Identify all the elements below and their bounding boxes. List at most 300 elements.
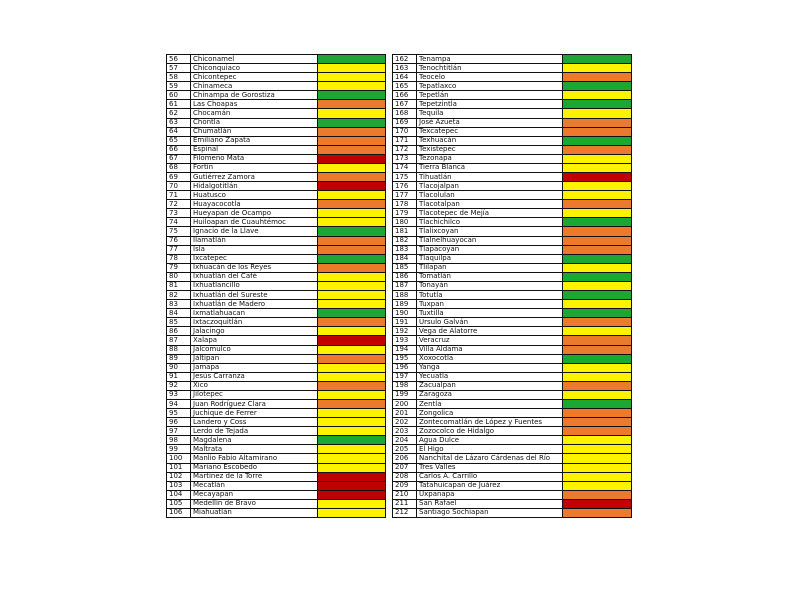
status-color-cell (318, 127, 386, 136)
table-row (167, 472, 386, 481)
status-color-cell (318, 109, 386, 118)
municipality-name: Chocamán (191, 109, 318, 118)
municipality-name: Landero y Coss (191, 418, 318, 427)
municipality-name: Zentla (417, 399, 563, 408)
status-color-cell (563, 209, 632, 218)
status-color-cell (318, 309, 386, 318)
municipality-number: 172 (393, 145, 417, 154)
table-row (167, 336, 386, 345)
municipality-name: Huatusco (191, 191, 318, 200)
table-row (393, 55, 632, 64)
table-row (393, 508, 632, 517)
status-color-cell (563, 499, 632, 508)
table-row (393, 109, 632, 118)
table-row (393, 191, 632, 200)
table-row (393, 427, 632, 436)
table-row (167, 173, 386, 182)
municipality-number: 103 (167, 481, 191, 490)
municipality-name: Tepetzintla (417, 100, 563, 109)
table-row (393, 227, 632, 236)
municipality-number: 163 (393, 64, 417, 73)
status-color-cell (563, 127, 632, 136)
municipality-name: Maltrata (191, 445, 318, 454)
municipality-name: Santiago Sochiapan (417, 508, 563, 517)
municipality-name: Tatahuicapan de Juárez (417, 481, 563, 490)
municipality-number: 206 (393, 454, 417, 463)
municipality-number: 104 (167, 490, 191, 499)
municipality-number: 69 (167, 173, 191, 182)
status-color-cell (563, 372, 632, 381)
table-row (393, 418, 632, 427)
status-color-cell (318, 318, 386, 327)
status-color-cell (318, 481, 386, 490)
municipality-number: 81 (167, 281, 191, 290)
municipality-number: 57 (167, 64, 191, 73)
municipality-name: Ixhuatlancillo (191, 281, 318, 290)
municipality-number: 202 (393, 418, 417, 427)
status-color-cell (563, 263, 632, 272)
table-row (393, 399, 632, 408)
status-color-cell (318, 191, 386, 200)
municipality-name: Ixhuatlán del Sureste (191, 291, 318, 300)
table-row (393, 381, 632, 390)
status-color-cell (318, 363, 386, 372)
table-row (393, 354, 632, 363)
municipality-name: Texhuacán (417, 136, 563, 145)
status-color-cell (563, 381, 632, 390)
table-row (167, 481, 386, 490)
status-color-cell (318, 336, 386, 345)
municipality-number: 162 (393, 55, 417, 64)
status-color-cell (318, 154, 386, 163)
municipality-number: 211 (393, 499, 417, 508)
status-color-cell (563, 200, 632, 209)
status-color-cell (563, 100, 632, 109)
municipality-number: 97 (167, 427, 191, 436)
status-color-cell (563, 354, 632, 363)
municipality-name: Ixhuacán de los Reyes (191, 263, 318, 272)
municipality-name: Veracruz (417, 336, 563, 345)
municipality-number: 60 (167, 91, 191, 100)
status-color-cell (563, 91, 632, 100)
table-row (393, 363, 632, 372)
municipality-number: 75 (167, 227, 191, 236)
table-row (393, 318, 632, 327)
municipality-number: 90 (167, 363, 191, 372)
status-color-cell (563, 490, 632, 499)
table-row (393, 254, 632, 263)
municipality-name: Las Choapas (191, 100, 318, 109)
status-color-cell (318, 472, 386, 481)
table-row (167, 363, 386, 372)
municipality-number: 204 (393, 436, 417, 445)
table-row (167, 327, 386, 336)
municipality-name: Hidalgotitlán (191, 182, 318, 191)
table-row (167, 454, 386, 463)
table-row (167, 254, 386, 263)
table-row (393, 463, 632, 472)
municipality-number: 91 (167, 372, 191, 381)
municipality-number: 212 (393, 508, 417, 517)
table-row (393, 281, 632, 290)
municipality-name: Chicontepec (191, 73, 318, 82)
status-color-cell (318, 372, 386, 381)
municipality-name: Mariano Escobedo (191, 463, 318, 472)
municipality-name: Mecayapan (191, 490, 318, 499)
municipality-name: Tonayán (417, 281, 563, 290)
table-row (167, 154, 386, 163)
table-row (167, 436, 386, 445)
status-color-cell (563, 154, 632, 163)
status-color-cell (563, 454, 632, 463)
municipality-number: 99 (167, 445, 191, 454)
table-row (393, 100, 632, 109)
municipality-number: 93 (167, 390, 191, 399)
municipality-number: 67 (167, 154, 191, 163)
municipality-number: 182 (393, 236, 417, 245)
municipality-name: Yecuatla (417, 372, 563, 381)
municipality-number: 66 (167, 145, 191, 154)
municipality-name: Tlacotepec de Mejía (417, 209, 563, 218)
municipality-name: Tomatlán (417, 272, 563, 281)
municipality-name: Medellín de Bravo (191, 499, 318, 508)
municipality-number: 58 (167, 73, 191, 82)
table-row (167, 418, 386, 427)
municipality-number: 192 (393, 327, 417, 336)
table-row (393, 136, 632, 145)
table-row (167, 145, 386, 154)
municipality-number: 77 (167, 245, 191, 254)
status-color-cell (563, 318, 632, 327)
municipality-name: Xalapa (191, 336, 318, 345)
table-row (167, 227, 386, 236)
municipality-number: 72 (167, 200, 191, 209)
municipality-number: 174 (393, 163, 417, 172)
municipality-number: 79 (167, 263, 191, 272)
status-color-cell (563, 136, 632, 145)
table-row (167, 209, 386, 218)
municipality-number: 181 (393, 227, 417, 236)
table-row (393, 499, 632, 508)
municipality-number: 167 (393, 100, 417, 109)
status-color-cell (318, 427, 386, 436)
table-row (393, 309, 632, 318)
table-row (167, 281, 386, 290)
municipality-number: 191 (393, 318, 417, 327)
table-row (393, 209, 632, 218)
municipality-name: Tlalnelhuayocan (417, 236, 563, 245)
municipality-name: Chiconquiaco (191, 64, 318, 73)
municipality-number: 173 (393, 154, 417, 163)
table-row (167, 118, 386, 127)
status-color-cell (563, 508, 632, 517)
status-color-cell (318, 490, 386, 499)
municipality-name: Emiliano Zapata (191, 136, 318, 145)
status-color-cell (318, 381, 386, 390)
status-color-cell (318, 182, 386, 191)
municipality-name: Uxpanapa (417, 490, 563, 499)
table-row (167, 263, 386, 272)
table-row (167, 100, 386, 109)
municipality-number: 166 (393, 91, 417, 100)
municipality-name: Ixtaczoquitlán (191, 318, 318, 327)
municipality-number: 190 (393, 309, 417, 318)
status-color-cell (318, 91, 386, 100)
municipality-name: Tihuatlán (417, 173, 563, 182)
table-row (393, 300, 632, 309)
municipality-name: Mecatlán (191, 481, 318, 490)
municipality-name: Tlacolulan (417, 191, 563, 200)
municipality-number: 187 (393, 281, 417, 290)
municipality-number: 80 (167, 272, 191, 281)
municipality-number: 196 (393, 363, 417, 372)
municipality-name: Yanga (417, 363, 563, 372)
table-row (167, 354, 386, 363)
municipality-name: Miahuatlán (191, 508, 318, 517)
status-color-cell (318, 272, 386, 281)
table-row (393, 145, 632, 154)
status-color-cell (318, 118, 386, 127)
status-color-cell (563, 218, 632, 227)
status-color-cell (563, 173, 632, 182)
right-municipality-table (392, 54, 632, 518)
status-color-cell (563, 109, 632, 118)
municipality-name: Agua Dulce (417, 436, 563, 445)
status-color-cell (563, 427, 632, 436)
status-color-cell (318, 291, 386, 300)
table-row (167, 309, 386, 318)
municipality-number: 86 (167, 327, 191, 336)
table-row (167, 82, 386, 91)
table-row (393, 472, 632, 481)
municipality-name: Villa Aldama (417, 345, 563, 354)
table-row (393, 218, 632, 227)
municipality-number: 63 (167, 118, 191, 127)
municipality-number: 198 (393, 381, 417, 390)
municipality-name: Texistepec (417, 145, 563, 154)
status-color-cell (563, 55, 632, 64)
status-color-cell (318, 163, 386, 172)
table-row (167, 445, 386, 454)
status-color-cell (318, 263, 386, 272)
municipality-name: Jilotepec (191, 390, 318, 399)
municipality-number: 83 (167, 300, 191, 309)
status-color-cell (318, 145, 386, 154)
status-color-cell (563, 481, 632, 490)
status-color-cell (318, 218, 386, 227)
status-color-cell (563, 182, 632, 191)
municipality-number: 106 (167, 508, 191, 517)
status-color-cell (563, 291, 632, 300)
municipality-number: 180 (393, 218, 417, 227)
municipality-number: 185 (393, 263, 417, 272)
municipality-name: Chinameca (191, 82, 318, 91)
municipality-number: 101 (167, 463, 191, 472)
left-municipality-table (166, 54, 386, 518)
municipality-name: Ignacio de la Llave (191, 227, 318, 236)
municipality-number: 102 (167, 472, 191, 481)
status-color-cell (563, 272, 632, 281)
status-color-cell (563, 409, 632, 418)
municipality-name: Lerdo de Tejada (191, 427, 318, 436)
status-color-cell (563, 445, 632, 454)
status-color-cell (563, 336, 632, 345)
status-color-cell (318, 436, 386, 445)
municipality-number: 184 (393, 254, 417, 263)
status-color-cell (318, 227, 386, 236)
municipality-name: José Azueta (417, 118, 563, 127)
municipality-name: Vega de Alatorre (417, 327, 563, 336)
status-color-cell (318, 82, 386, 91)
municipality-number: 96 (167, 418, 191, 427)
table-row (167, 427, 386, 436)
municipality-number: 88 (167, 345, 191, 354)
municipality-name: Totutla (417, 291, 563, 300)
table-row (167, 236, 386, 245)
municipality-number: 64 (167, 127, 191, 136)
table-row (167, 399, 386, 408)
table-row (167, 218, 386, 227)
municipality-number: 210 (393, 490, 417, 499)
municipality-name: Fortín (191, 163, 318, 172)
status-color-cell (563, 118, 632, 127)
municipality-name: Zozocolco de Hidalgo (417, 427, 563, 436)
table-row (393, 91, 632, 100)
municipality-number: 168 (393, 109, 417, 118)
municipality-number: 56 (167, 55, 191, 64)
status-color-cell (318, 236, 386, 245)
municipality-name: El Higo (417, 445, 563, 454)
status-color-cell (318, 345, 386, 354)
municipality-name: Carlos A. Carrillo (417, 472, 563, 481)
municipality-name: Tuxpan (417, 300, 563, 309)
table-row (393, 245, 632, 254)
table-row (393, 327, 632, 336)
status-color-cell (563, 245, 632, 254)
table-row (167, 372, 386, 381)
table-row (167, 73, 386, 82)
table-row (167, 200, 386, 209)
municipality-name: Filomeno Mata (191, 154, 318, 163)
municipality-number: 94 (167, 399, 191, 408)
municipality-number: 195 (393, 354, 417, 363)
municipality-name: Jalcomulco (191, 345, 318, 354)
table-row (393, 291, 632, 300)
municipality-number: 183 (393, 245, 417, 254)
municipality-name: Xico (191, 381, 318, 390)
municipality-number: 98 (167, 436, 191, 445)
table-row (393, 127, 632, 136)
municipality-name: Jamapa (191, 363, 318, 372)
status-color-cell (563, 281, 632, 290)
municipality-number: 193 (393, 336, 417, 345)
municipality-number: 188 (393, 291, 417, 300)
municipality-name: Zontecomatlán de López y Fuentes (417, 418, 563, 427)
table-row (393, 481, 632, 490)
municipality-name: Tlalixcoyan (417, 227, 563, 236)
municipality-name: Isla (191, 245, 318, 254)
table-row (393, 436, 632, 445)
municipality-number: 74 (167, 218, 191, 227)
municipality-number: 65 (167, 136, 191, 145)
municipality-number: 68 (167, 163, 191, 172)
status-color-cell (563, 82, 632, 91)
municipality-number: 178 (393, 200, 417, 209)
table-row (393, 263, 632, 272)
table-row (167, 136, 386, 145)
municipality-name: Ixhuatlán del Café (191, 272, 318, 281)
table-row (393, 272, 632, 281)
status-color-cell (563, 390, 632, 399)
status-color-cell (318, 254, 386, 263)
municipality-number: 59 (167, 82, 191, 91)
municipality-name: Chinampa de Gorostiza (191, 91, 318, 100)
municipality-name: Tlachichilco (417, 218, 563, 227)
municipality-number: 100 (167, 454, 191, 463)
table-row (167, 109, 386, 118)
municipality-number: 205 (393, 445, 417, 454)
table-row (167, 300, 386, 309)
table-row (167, 191, 386, 200)
status-color-cell (318, 209, 386, 218)
status-color-cell (318, 73, 386, 82)
municipality-number: 179 (393, 209, 417, 218)
municipality-number: 105 (167, 499, 191, 508)
table-row (167, 163, 386, 172)
status-color-cell (318, 418, 386, 427)
status-color-cell (318, 399, 386, 408)
table-row (393, 64, 632, 73)
table-row (167, 91, 386, 100)
municipality-number: 194 (393, 345, 417, 354)
status-color-cell (563, 399, 632, 408)
table-row (167, 409, 386, 418)
status-color-cell (563, 345, 632, 354)
municipality-name: Juan Rodríguez Clara (191, 399, 318, 408)
status-color-cell (563, 436, 632, 445)
municipality-name: Tlilapan (417, 263, 563, 272)
status-color-cell (318, 173, 386, 182)
status-color-cell (563, 309, 632, 318)
status-color-cell (563, 64, 632, 73)
table-row (167, 272, 386, 281)
municipality-name: Espinal (191, 145, 318, 154)
municipality-name: Jesús Carranza (191, 372, 318, 381)
municipality-name: Zacualpan (417, 381, 563, 390)
municipality-name: Ixcatepec (191, 254, 318, 263)
municipality-name: Tlacotalpan (417, 200, 563, 209)
status-color-cell (318, 64, 386, 73)
municipality-name: Tres Valles (417, 463, 563, 472)
municipality-name: Tequila (417, 109, 563, 118)
table-row (167, 508, 386, 517)
municipality-number: 197 (393, 372, 417, 381)
municipality-number: 95 (167, 409, 191, 418)
status-color-cell (318, 354, 386, 363)
table-row (393, 73, 632, 82)
table-row (167, 318, 386, 327)
municipality-name: Tenochtitlán (417, 64, 563, 73)
status-color-cell (318, 499, 386, 508)
table-row (167, 490, 386, 499)
municipality-name: Zaragoza (417, 390, 563, 399)
municipality-name: Ilamatlán (191, 236, 318, 245)
status-color-cell (318, 454, 386, 463)
municipality-number: 85 (167, 318, 191, 327)
municipality-number: 176 (393, 182, 417, 191)
municipality-name: Hueyapan de Ocampo (191, 209, 318, 218)
municipality-name: Tlapacoyan (417, 245, 563, 254)
